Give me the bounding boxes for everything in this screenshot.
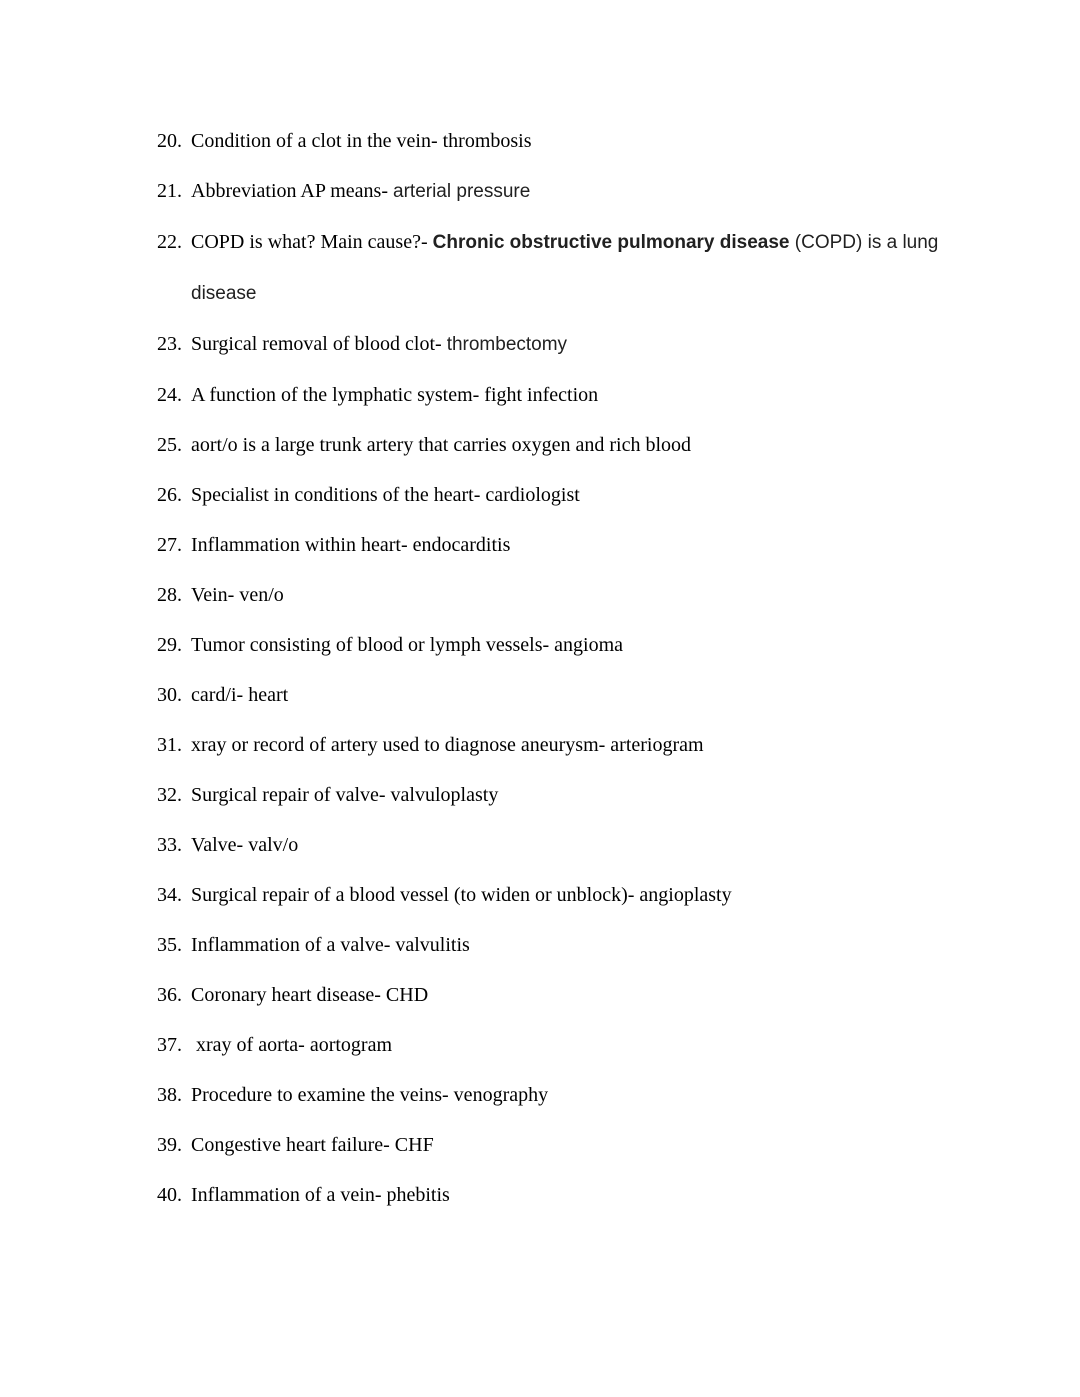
answer-text: thrombectomy	[446, 334, 568, 355]
list-item-number: 36.	[157, 984, 182, 1006]
list-item-text	[191, 470, 949, 520]
list-item	[157, 870, 949, 920]
list-item-text	[191, 970, 949, 1020]
list-item-number: 34.	[157, 884, 182, 906]
list-item-text	[191, 820, 949, 870]
list-item	[157, 520, 949, 570]
list-item-number: 28.	[157, 584, 182, 606]
list-item	[157, 770, 949, 820]
list-item-number: 39.	[157, 1134, 182, 1156]
question-text: aort/o is a large trunk artery that carries oxygen and rich blood	[191, 434, 692, 456]
list-item-text	[191, 570, 949, 620]
list-item	[157, 1020, 949, 1070]
list-item-text	[191, 1020, 949, 1070]
list-item-text	[191, 166, 949, 217]
list-item	[157, 670, 949, 720]
list-item-number: 38.	[157, 1084, 182, 1106]
list-item	[157, 1120, 949, 1170]
numbered-list	[157, 116, 949, 1220]
list-item-number: 32.	[157, 784, 182, 806]
list-item	[157, 116, 949, 166]
list-item-text	[191, 770, 949, 820]
question-text: Valve- valv/o	[191, 834, 299, 856]
list-item-number: 30.	[157, 684, 182, 706]
list-item-number: 22.	[157, 231, 182, 253]
question-text: Specialist in conditions of the heart- cardiologist	[191, 484, 580, 506]
question-text: Vein- ven/o	[191, 584, 284, 606]
question-text: Surgical repair of valve- valvuloplasty	[191, 784, 499, 806]
list-item-text	[191, 920, 949, 970]
answer-text: Chronic obstructive pulmonary disease	[432, 232, 790, 253]
list-item-number: 40.	[157, 1184, 182, 1206]
list-item-text	[191, 116, 949, 166]
answer-text: (COPD) is a lung disease	[191, 232, 939, 304]
answer-text: arterial pressure	[393, 181, 531, 202]
list-item	[157, 470, 949, 520]
question-text: xray of aorta- aortogram	[191, 1034, 393, 1056]
list-item-text	[191, 1070, 949, 1120]
list-item-text	[191, 870, 949, 920]
list-item-text	[191, 1120, 949, 1170]
list-item	[157, 166, 949, 217]
list-item-number: 37.	[157, 1034, 182, 1056]
list-item-text	[191, 520, 949, 570]
list-item-text	[191, 370, 949, 420]
question-text: Procedure to examine the veins- venography	[191, 1084, 549, 1106]
list-item	[157, 420, 949, 470]
question-text: A function of the lymphatic system- fight infection	[191, 384, 599, 406]
list-item-text	[191, 1170, 949, 1220]
question-text: xray or record of artery used to diagnose aneurysm- arteriogram	[191, 734, 704, 756]
question-text: Inflammation of a valve- valvulitis	[191, 934, 470, 956]
list-item	[157, 319, 949, 370]
list-item-text	[191, 420, 949, 470]
list-item	[157, 370, 949, 420]
question-text: Coronary heart disease- CHD	[191, 984, 429, 1006]
list-item-number: 31.	[157, 734, 182, 756]
list-item-text	[191, 670, 949, 720]
list-item-text	[191, 620, 949, 670]
list-item-number: 33.	[157, 834, 182, 856]
question-text: Inflammation of a vein- phebitis	[191, 1184, 450, 1206]
list-item	[157, 720, 949, 770]
list-item	[157, 1070, 949, 1120]
list-item-number: 20.	[157, 130, 182, 152]
list-item-text	[191, 217, 949, 319]
question-text: Surgical repair of a blood vessel (to widen or unblock)- angioplasty	[191, 884, 732, 906]
list-item-number: 29.	[157, 634, 182, 656]
question-text: Surgical removal of blood clot-	[191, 333, 447, 355]
list-item-number: 23.	[157, 333, 182, 355]
list-item	[157, 820, 949, 870]
list-item-text	[191, 720, 949, 770]
list-item-number: 35.	[157, 934, 182, 956]
list-item	[157, 570, 949, 620]
list-item	[157, 217, 949, 319]
question-text: Inflammation within heart- endocarditis	[191, 534, 511, 556]
question-text: card/i- heart	[191, 684, 289, 706]
question-text: Abbreviation AP means-	[191, 180, 394, 202]
list-item-number: 25.	[157, 434, 182, 456]
list-item	[157, 1170, 949, 1220]
list-item	[157, 620, 949, 670]
list-item-number: 24.	[157, 384, 182, 406]
question-text: Congestive heart failure- CHF	[191, 1134, 434, 1156]
question-text: COPD is what? Main cause?-	[191, 231, 433, 253]
list-item-number: 26.	[157, 484, 182, 506]
question-text: Condition of a clot in the vein- thrombosis	[191, 130, 532, 152]
list-item-number: 27.	[157, 534, 182, 556]
list-item-text	[191, 319, 949, 370]
list-item-number: 21.	[157, 180, 182, 202]
list-item	[157, 970, 949, 1020]
question-text: Tumor consisting of blood or lymph vessels- angioma	[191, 634, 624, 656]
list-item	[157, 920, 949, 970]
